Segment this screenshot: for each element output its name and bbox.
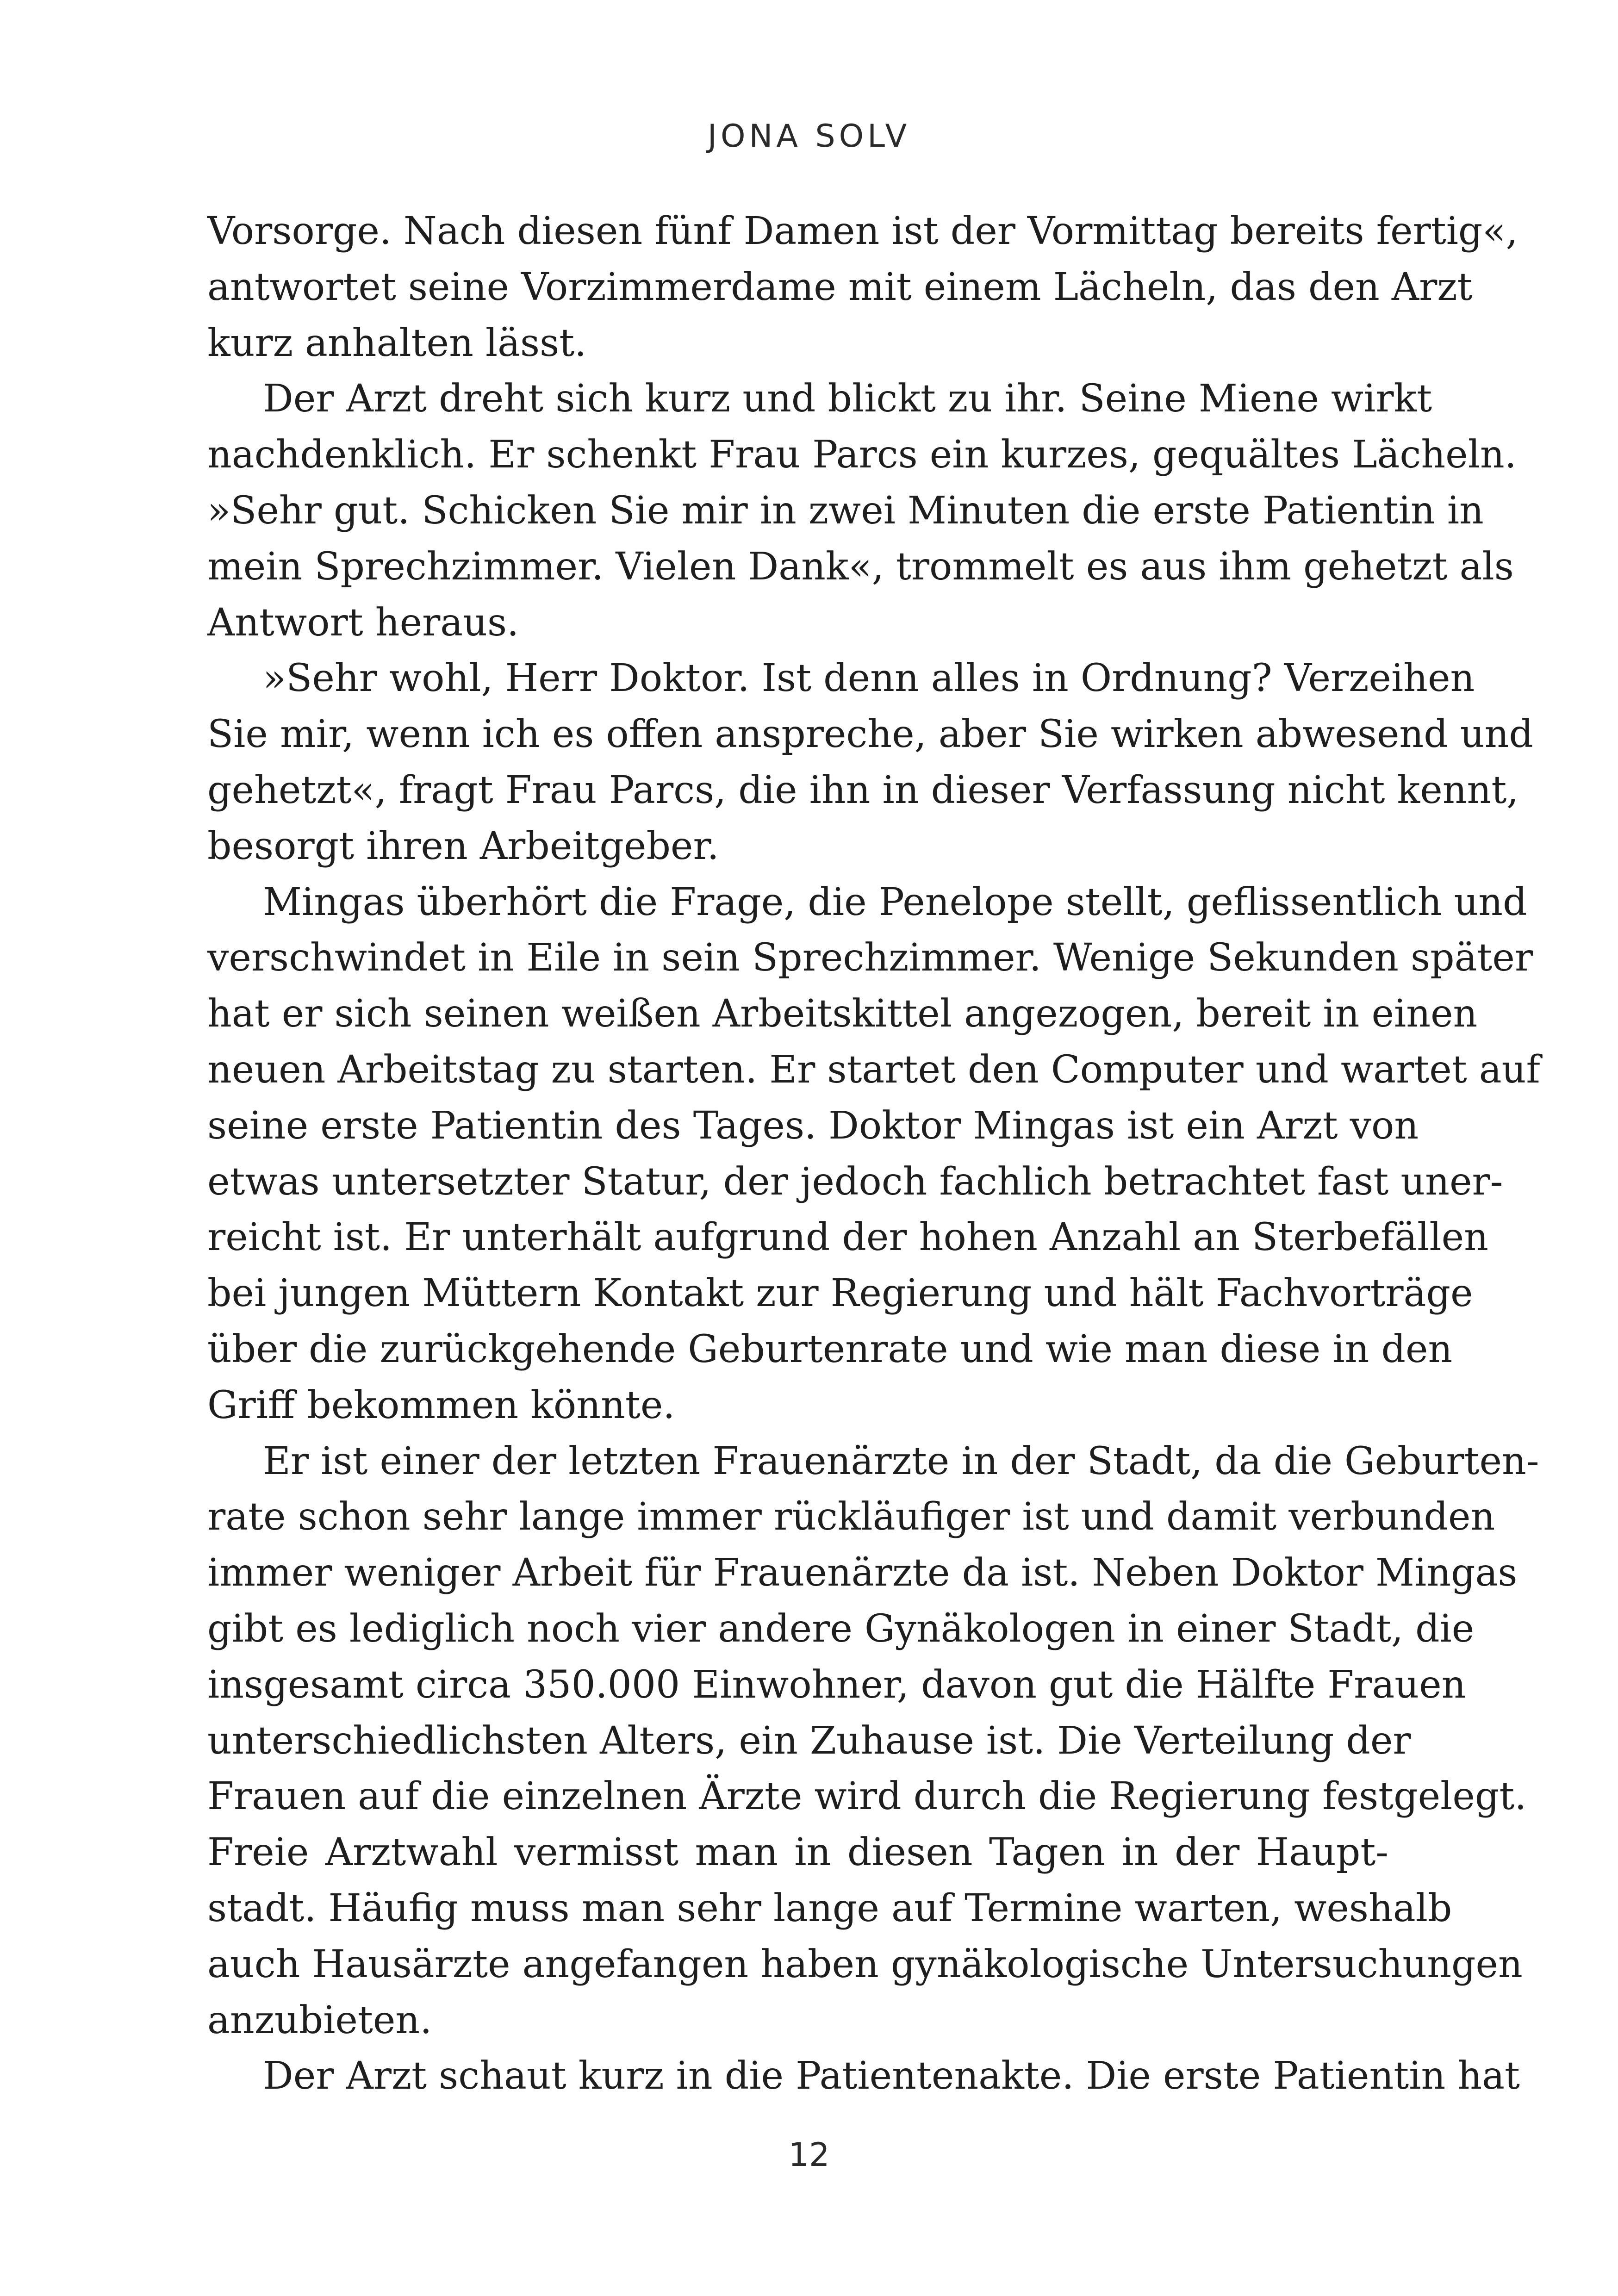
text-line: anzubieten. [207,1998,432,2042]
text-line: Vorsorge. Nach diesen fünf Damen ist der Vormittag bereits fertig«, [207,209,1518,253]
text-line: über die zurückgehende Geburtenrate und wie man diese in den [207,1327,1453,1371]
text-line: Freie Arztwahl vermisst man in diesen Tagen in der Haupt- [207,1830,1388,1875]
text-line: hat er sich seinen weißen Arbeitskittel angezogen, bereit in einen [207,992,1478,1036]
text-line: reicht ist. Er unterhält aufgrund der hohen Anzahl an Sterbefällen [207,1215,1488,1260]
text-line: insgesamt circa 350.000 Einwohner, davon gut die Hälfte Frauen [207,1662,1466,1707]
text-line: gibt es lediglich noch vier andere Gynäkologen in einer Stadt, die [207,1606,1475,1651]
text-line: mein Sprechzimmer. Vielen Dank«, trommelt es aus ihm gehetzt als [207,544,1514,589]
text-line: gehetzt«, fragt Frau Parcs, die ihn in dieser Verfassung nicht kennt, [207,768,1519,812]
text-line: unterschiedlichsten Alters, ein Zuhause ist. Die Verteilung der [207,1718,1411,1763]
text-line: seine erste Patientin des Tages. Doktor Mingas ist ein Arzt von [207,1103,1419,1148]
text-line: »Sehr wohl, Herr Doktor. Ist denn alles in Ordnung? Verzeihen [263,656,1475,701]
text-line: Griff bekommen könnte. [207,1383,675,1427]
text-line: auch Hausärzte angefangen haben gynäkologische Untersuchungen [207,1942,1523,1986]
text-line: bei jungen Müttern Kontakt zur Regierung und hält Fachvorträge [207,1271,1473,1316]
text-line: immer weniger Arbeit für Frauenärzte da ist. Neben Doktor Mingas [207,1551,1518,1595]
text-line: besorgt ihren Arbeitgeber. [207,824,719,868]
text-line: Er ist einer der letzten Frauenärzte in der Stadt, da die Geburten- [263,1439,1539,1483]
text-line: »Sehr gut. Schicken Sie mir in zwei Minuten die erste Patientin in [207,488,1484,533]
text-line: Mingas überhört die Frage, die Penelope stellt, geflissentlich und [263,880,1527,924]
text-line: nachdenklich. Er schenkt Frau Parcs ein kurzes, gequältes Lächeln. [207,433,1517,477]
text-line: Der Arzt schaut kurz in die Patientenakte. Die erste Patientin hat [263,2054,1520,2098]
text-line: antwortet seine Vorzimmerdame mit einem Lächeln, das den Arzt [207,265,1473,309]
text-line: stadt. Häufig muss man sehr lange auf Termine warten, weshalb [207,1886,1452,1930]
text-line: kurz anhalten lässt. [207,321,587,365]
text-line: neuen Arbeitstag zu starten. Er startet den Computer und wartet auf [207,1047,1540,1092]
text-line: rate schon sehr lange immer rückläufiger ist und damit verbunden [207,1495,1495,1539]
text-line: Antwort heraus. [207,600,519,645]
text-line: Der Arzt dreht sich kurz und blickt zu ihr. Seine Miene wirkt [263,377,1432,421]
text-line: Sie mir, wenn ich es offen anspreche, aber Sie wirken abwesend und [207,712,1533,757]
text-line: Frauen auf die einzelnen Ärzte wird durch die Regierung festgelegt. [207,1774,1527,1819]
text-line: etwas untersetzter Statur, der jedoch fachlich betrachtet fast uner- [207,1159,1503,1204]
page-number: 12 [788,2136,830,2174]
running-header-author: JONA SOLV [707,118,911,155]
text-line: verschwindet in Eile in sein Sprechzimmer. Wenige Sekunden später [207,936,1533,980]
body-text [207,204,1540,2104]
